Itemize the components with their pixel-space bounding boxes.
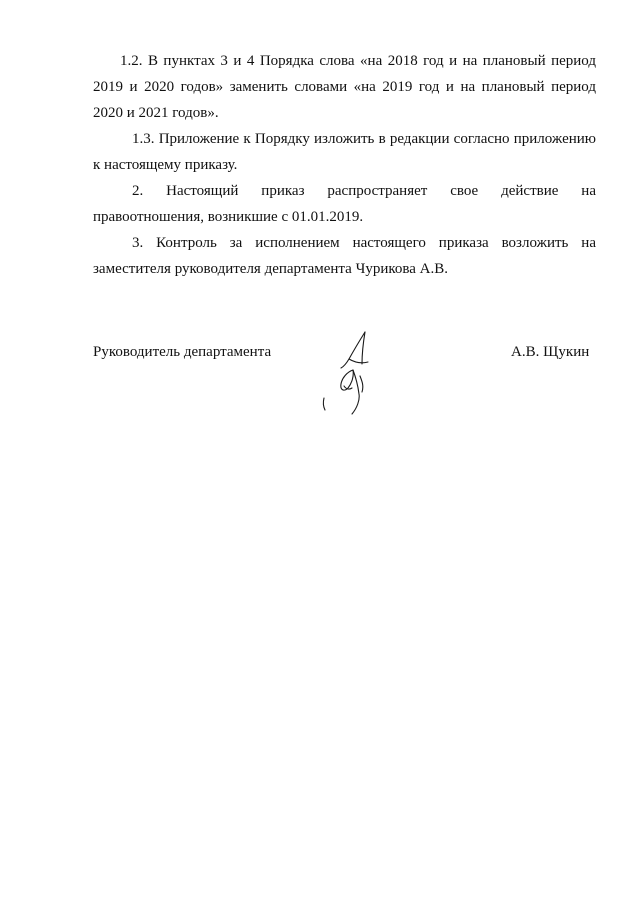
paragraph-line: 2. Настоящий приказ распространяет свое действие на	[132, 183, 596, 199]
handwritten-signature	[316, 326, 376, 416]
signatory-position: Руководитель департамента	[93, 344, 272, 360]
paragraph-1-3	[93, 126, 596, 178]
paragraph-line: 2019 и 2020 годов» заменить словами «на 2019 год и на плановый период	[93, 79, 596, 95]
paragraph-line: 3. Контроль за исполнением настоящего приказа возложить на	[132, 235, 596, 251]
paragraph-2	[93, 178, 596, 230]
paragraph-line: 1.3. Приложение к Порядку изложить в редакции согласно приложению	[132, 131, 596, 147]
paragraph-line: 2020 и 2021 годов».	[93, 105, 219, 121]
paragraph-1-2	[93, 48, 596, 126]
paragraph-line: 1.2. В пунктах 3 и 4 Порядка слова «на 2018 год и на плановый период	[120, 53, 596, 69]
paragraph-line: правоотношения, возникшие с 01.01.2019.	[93, 209, 364, 225]
paragraph-line: к настоящему приказу.	[93, 157, 238, 173]
paragraph-line: заместителя руководителя департамента Чурикова А.В.	[93, 261, 449, 277]
paragraph-3	[93, 230, 596, 282]
signatory-name: А.В. Щукин	[511, 344, 590, 360]
